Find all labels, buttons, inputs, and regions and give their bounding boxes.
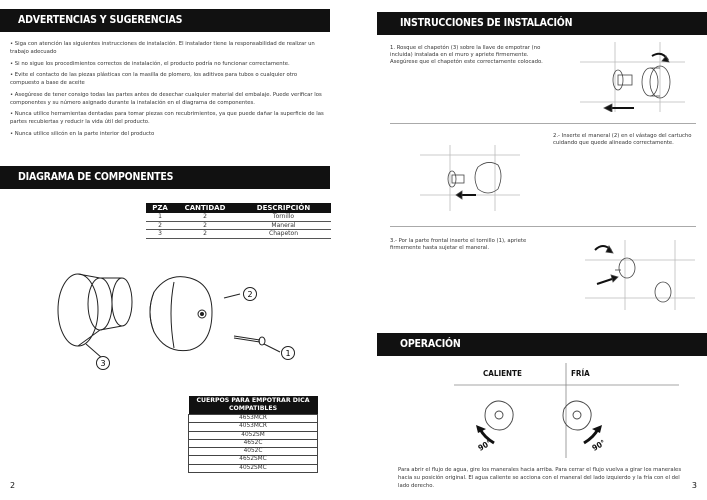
diagram-title: DIAGRAMA DE COMPONENTES [0, 166, 330, 189]
table-cell: 2 [174, 230, 236, 239]
table-row [146, 230, 331, 239]
step-3-text: 3.- Por la parte frontal inserte el tornillo (1), apriete firmemente hasta sujetar el maneral. [390, 238, 527, 251]
angle-right-label: 90° [590, 438, 607, 453]
step-1-text: 1. Rosque el chapetón (3) sobre la llave de empotrar (no incluida) instalada en el muro y apriete firmemente. Asegúrese que el chapetón este correctamente colocado. [390, 45, 543, 65]
warnings-title: ADVERTENCIAS Y SUGERENCIAS [0, 9, 330, 32]
table-row [189, 439, 318, 447]
table-cell: 2 [174, 221, 236, 230]
screw-drawing [234, 336, 265, 345]
divider [390, 123, 696, 124]
step-2-text: 2.- Inserte el maneral (2) en el vástago del cartucho cuidando que quede alineado correctamente. [553, 133, 692, 146]
hot-label: CALIENTE [483, 369, 522, 378]
operation-title: OPERACIÓN [377, 333, 707, 356]
parts-header-cantidad: CANTIDAD [174, 203, 236, 213]
table-cell: Tornillo [236, 213, 331, 221]
warning-item: • Nunca utilice silicón en la parte interior del producto [10, 130, 155, 137]
parts-header-pza: PZA [146, 203, 174, 213]
table-row [146, 221, 331, 230]
step-1-illustration [580, 42, 685, 112]
angle-left-label: 90° [476, 438, 493, 453]
compatible-bodies-table [188, 396, 318, 473]
table-cell: Chapeton [236, 230, 331, 239]
warning-item: • Nunca utilice herramientas dentadas para tomar piezas con recubrimientos, ya que puede dañar la superficie de las partes recubiertas y reducir la vida útil del producto. [10, 111, 324, 126]
table-row [189, 464, 318, 472]
handle-drawing [150, 277, 212, 351]
warning-item: • Asegúrese de tener consigo todas las partes antes de desechar cualquier material del embalaje. Puede verificar los componentes y su número asignado durante la instalación en el diagrama de componentes. [10, 91, 322, 106]
page-number-right: 3 [691, 481, 697, 490]
callout-2-label: 2 [247, 290, 253, 299]
table-row [146, 213, 331, 221]
right-page [357, 0, 707, 500]
warning-item: • Si no sigue los procedimientos correctos de instalación, el producto podría no funcionar correctamente. [10, 60, 290, 67]
table-cell: Maneral [236, 221, 331, 230]
operation-note: Para abrir el flujo de agua, gire los manerales hacia arriba. Para cerrar el flujo vuelva a girar los manerales hacia su posición original. El agua caliente se acciona con el maneral del lado izquierdo y la fría con el del lado derecho. [398, 467, 682, 489]
table-row [189, 431, 318, 439]
table-cell: 4052SM [189, 431, 318, 439]
cold-label: FRÍA [571, 369, 590, 378]
table-row [189, 456, 318, 464]
table-cell: 4652SMC [189, 456, 318, 464]
table-row [189, 415, 318, 423]
install-title: INSTRUCCIONES DE INSTALACIÓN [377, 12, 707, 35]
table-cell: 2 [174, 213, 236, 221]
left-page [0, 0, 350, 500]
table-cell: 4652C [189, 439, 318, 447]
divider [390, 226, 696, 227]
table-cell: 4052C [189, 448, 318, 456]
warning-item: • Siga con atención las siguientes instrucciones de instalación. El instalador tiene la responsabilidad de realizar un trabajo adecuado [10, 41, 315, 56]
table-cell: 4052SMC [189, 464, 318, 472]
table-row [189, 448, 318, 456]
parts-header-descripcion: DESCRIPCIÓN [236, 203, 331, 213]
warning-item: • Evite el contacto de las piezas plásticas con la masilla de plomero, los aditivos para tubos o cualquier otro compuesto a base de aceite [10, 71, 298, 87]
table-row [189, 423, 318, 431]
components-illustration [50, 262, 310, 382]
callout-1-label: 1 [285, 349, 291, 358]
callout-2 [242, 286, 258, 302]
compatible-bodies-header: CUERPOS PARA EMPOTRAR DICA COMPATIBLES [189, 396, 318, 415]
table-cell: 2 [146, 221, 174, 230]
table-cell: 3 [146, 230, 174, 239]
callout-1 [280, 345, 296, 361]
page-number-left: 2 [10, 481, 16, 490]
step-2-illustration [420, 145, 520, 211]
escutcheon-drawing [58, 274, 132, 346]
table-cell: 1 [146, 213, 174, 221]
warnings-list [10, 40, 326, 141]
table-cell: 4653MCR [189, 415, 318, 423]
table-cell: 4053MCR [189, 423, 318, 431]
step-3-illustration [585, 240, 695, 310]
callout-3 [95, 355, 111, 371]
parts-table [146, 203, 331, 239]
callout-3-label: 3 [100, 359, 106, 368]
